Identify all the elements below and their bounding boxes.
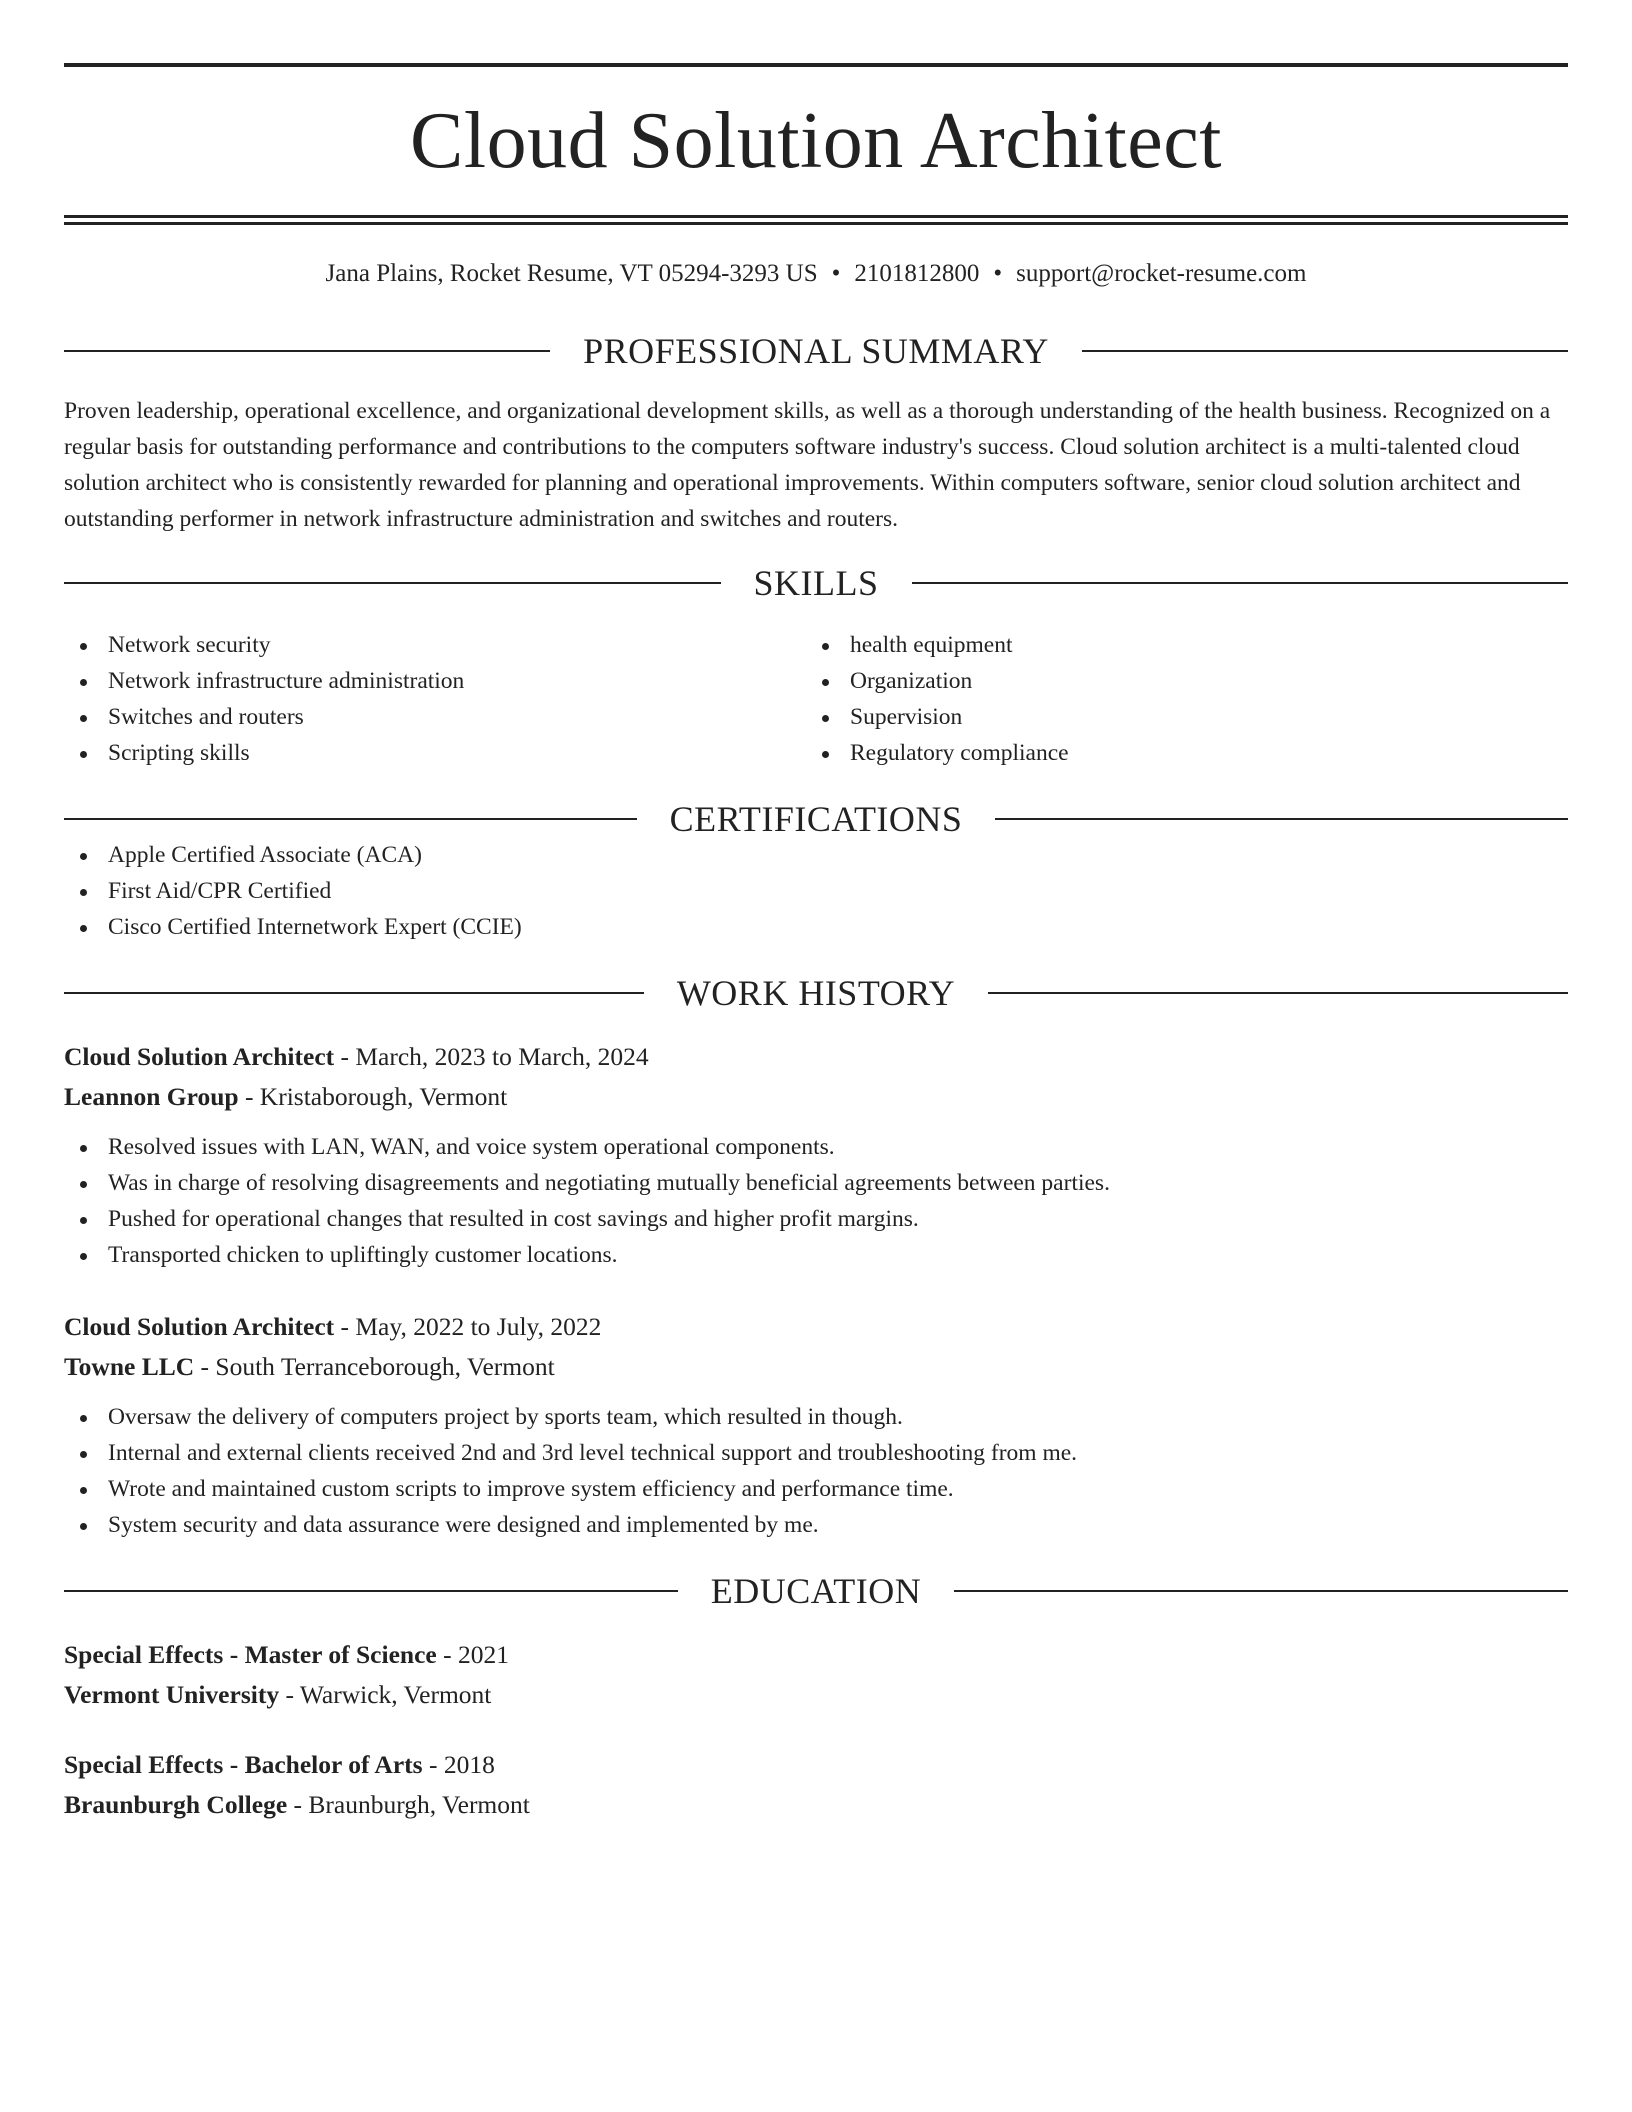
skill-item: Network security xyxy=(64,627,806,663)
section-label: CERTIFICATIONS xyxy=(669,799,963,839)
certification-item: Cisco Certified Internetwork Expert (CCIE) xyxy=(64,909,1568,945)
job-duty: Wrote and maintained custom scripts to improve system efficiency and performance time. xyxy=(64,1471,1568,1507)
skills-column-left xyxy=(64,627,806,771)
contact-email: support@rocket-resume.com xyxy=(1016,260,1307,287)
resume-title: Cloud Solution Architect xyxy=(410,97,1222,185)
certification-item: First Aid/CPR Certified xyxy=(64,873,1568,909)
contact-phone: 2101812800 xyxy=(854,260,980,287)
job-company: Towne LLC xyxy=(64,1352,195,1381)
job-title: Cloud Solution Architect xyxy=(64,1042,335,1071)
job-entry xyxy=(64,1307,1568,1543)
section-heading-skills xyxy=(64,565,1568,601)
section-label: SKILLS xyxy=(753,563,879,603)
double-rule xyxy=(64,215,1568,225)
education-location: - Warwick, Vermont xyxy=(279,1680,492,1709)
job-dates: - March, 2023 to March, 2024 xyxy=(334,1042,649,1071)
education-degree-line xyxy=(64,1635,1568,1675)
job-company-line xyxy=(64,1077,1568,1117)
section-label: WORK HISTORY xyxy=(676,973,956,1013)
certifications-list xyxy=(64,837,1568,945)
heading-rule xyxy=(64,582,721,584)
education-degree: Special Effects - Master of Science xyxy=(64,1640,437,1669)
contact-address: Jana Plains, Rocket Resume, VT 05294-3293 US xyxy=(325,260,818,287)
job-company-line xyxy=(64,1347,1568,1387)
section-heading-work-history xyxy=(64,975,1568,1011)
heading-rule xyxy=(988,992,1568,994)
job-duty: Transported chicken to upliftingly customer locations. xyxy=(64,1237,1568,1273)
education-location: - Braunburgh, Vermont xyxy=(287,1790,530,1819)
heading-rule xyxy=(912,582,1569,584)
heading-rule xyxy=(64,992,644,994)
contact-line xyxy=(64,259,1568,289)
job-duties xyxy=(64,1399,1568,1543)
job-title-line xyxy=(64,1307,1568,1347)
skill-item: Scripting skills xyxy=(64,735,806,771)
contact-separator: • xyxy=(993,260,1003,287)
heading-rule xyxy=(64,350,550,352)
job-location: - South Terranceborough, Vermont xyxy=(194,1352,555,1381)
education-entry xyxy=(64,1745,1568,1825)
job-title-line xyxy=(64,1037,1568,1077)
education-school: Braunburgh College xyxy=(64,1790,288,1819)
job-duty: Oversaw the delivery of computers project by sports team, which resulted in though. xyxy=(64,1399,1568,1435)
education-school-line xyxy=(64,1785,1568,1825)
heading-rule xyxy=(64,818,637,820)
certification-item: Apple Certified Associate (ACA) xyxy=(64,837,1568,873)
skill-item: health equipment xyxy=(806,627,1548,663)
heading-rule xyxy=(995,818,1568,820)
job-duty: Was in charge of resolving disagreements and negotiating mutually beneficial agreements between parties. xyxy=(64,1165,1568,1201)
job-duty: Internal and external clients received 2nd and 3rd level technical support and troubleshooting from me. xyxy=(64,1435,1568,1471)
section-heading-education xyxy=(64,1573,1568,1609)
education-degree: Special Effects - Bachelor of Arts xyxy=(64,1750,423,1779)
education-school-line xyxy=(64,1675,1568,1715)
heading-rule xyxy=(64,1590,678,1592)
heading-rule xyxy=(954,1590,1568,1592)
job-dates: - May, 2022 to July, 2022 xyxy=(334,1312,602,1341)
job-duty: Pushed for operational changes that resulted in cost savings and higher profit margins. xyxy=(64,1201,1568,1237)
section-label: EDUCATION xyxy=(710,1571,922,1611)
skill-item: Regulatory compliance xyxy=(806,735,1548,771)
skill-item: Network infrastructure administration xyxy=(64,663,806,699)
job-entry xyxy=(64,1037,1568,1273)
education-school: Vermont University xyxy=(64,1680,280,1709)
section-label: PROFESSIONAL SUMMARY xyxy=(583,331,1049,371)
skill-item: Supervision xyxy=(806,699,1548,735)
top-rule xyxy=(64,63,1568,67)
education-year: - 2018 xyxy=(422,1750,495,1779)
job-location: - Kristaborough, Vermont xyxy=(238,1082,508,1111)
contact-separator: • xyxy=(831,260,841,287)
education-year: - 2021 xyxy=(436,1640,509,1669)
skills-column-right xyxy=(806,627,1548,771)
section-heading-certifications xyxy=(64,801,1568,837)
education-entry xyxy=(64,1635,1568,1715)
skills-list xyxy=(64,627,1568,771)
job-duty: System security and data assurance were designed and implemented by me. xyxy=(64,1507,1568,1543)
section-heading-summary xyxy=(64,333,1568,369)
skill-item: Switches and routers xyxy=(64,699,806,735)
job-duty: Resolved issues with LAN, WAN, and voice system operational components. xyxy=(64,1129,1568,1165)
job-title: Cloud Solution Architect xyxy=(64,1312,335,1341)
heading-rule xyxy=(1082,350,1568,352)
job-company: Leannon Group xyxy=(64,1082,239,1111)
education-degree-line xyxy=(64,1745,1568,1785)
job-duties xyxy=(64,1129,1568,1273)
skill-item: Organization xyxy=(806,663,1548,699)
summary-paragraph: Proven leadership, operational excellence, and organizational development skills, as well as a thorough understanding of the health business. Recognized on a regular basis for outstanding performance and contributions to the computers software industry's success. Cloud solution architect is a multi-talented cloud solution architect who is consistently rewarded for planning and operational improvements. Within computers software, senior cloud solution architect and outstanding performer in network infrastructure administration and switches and routers. xyxy=(64,398,1551,532)
